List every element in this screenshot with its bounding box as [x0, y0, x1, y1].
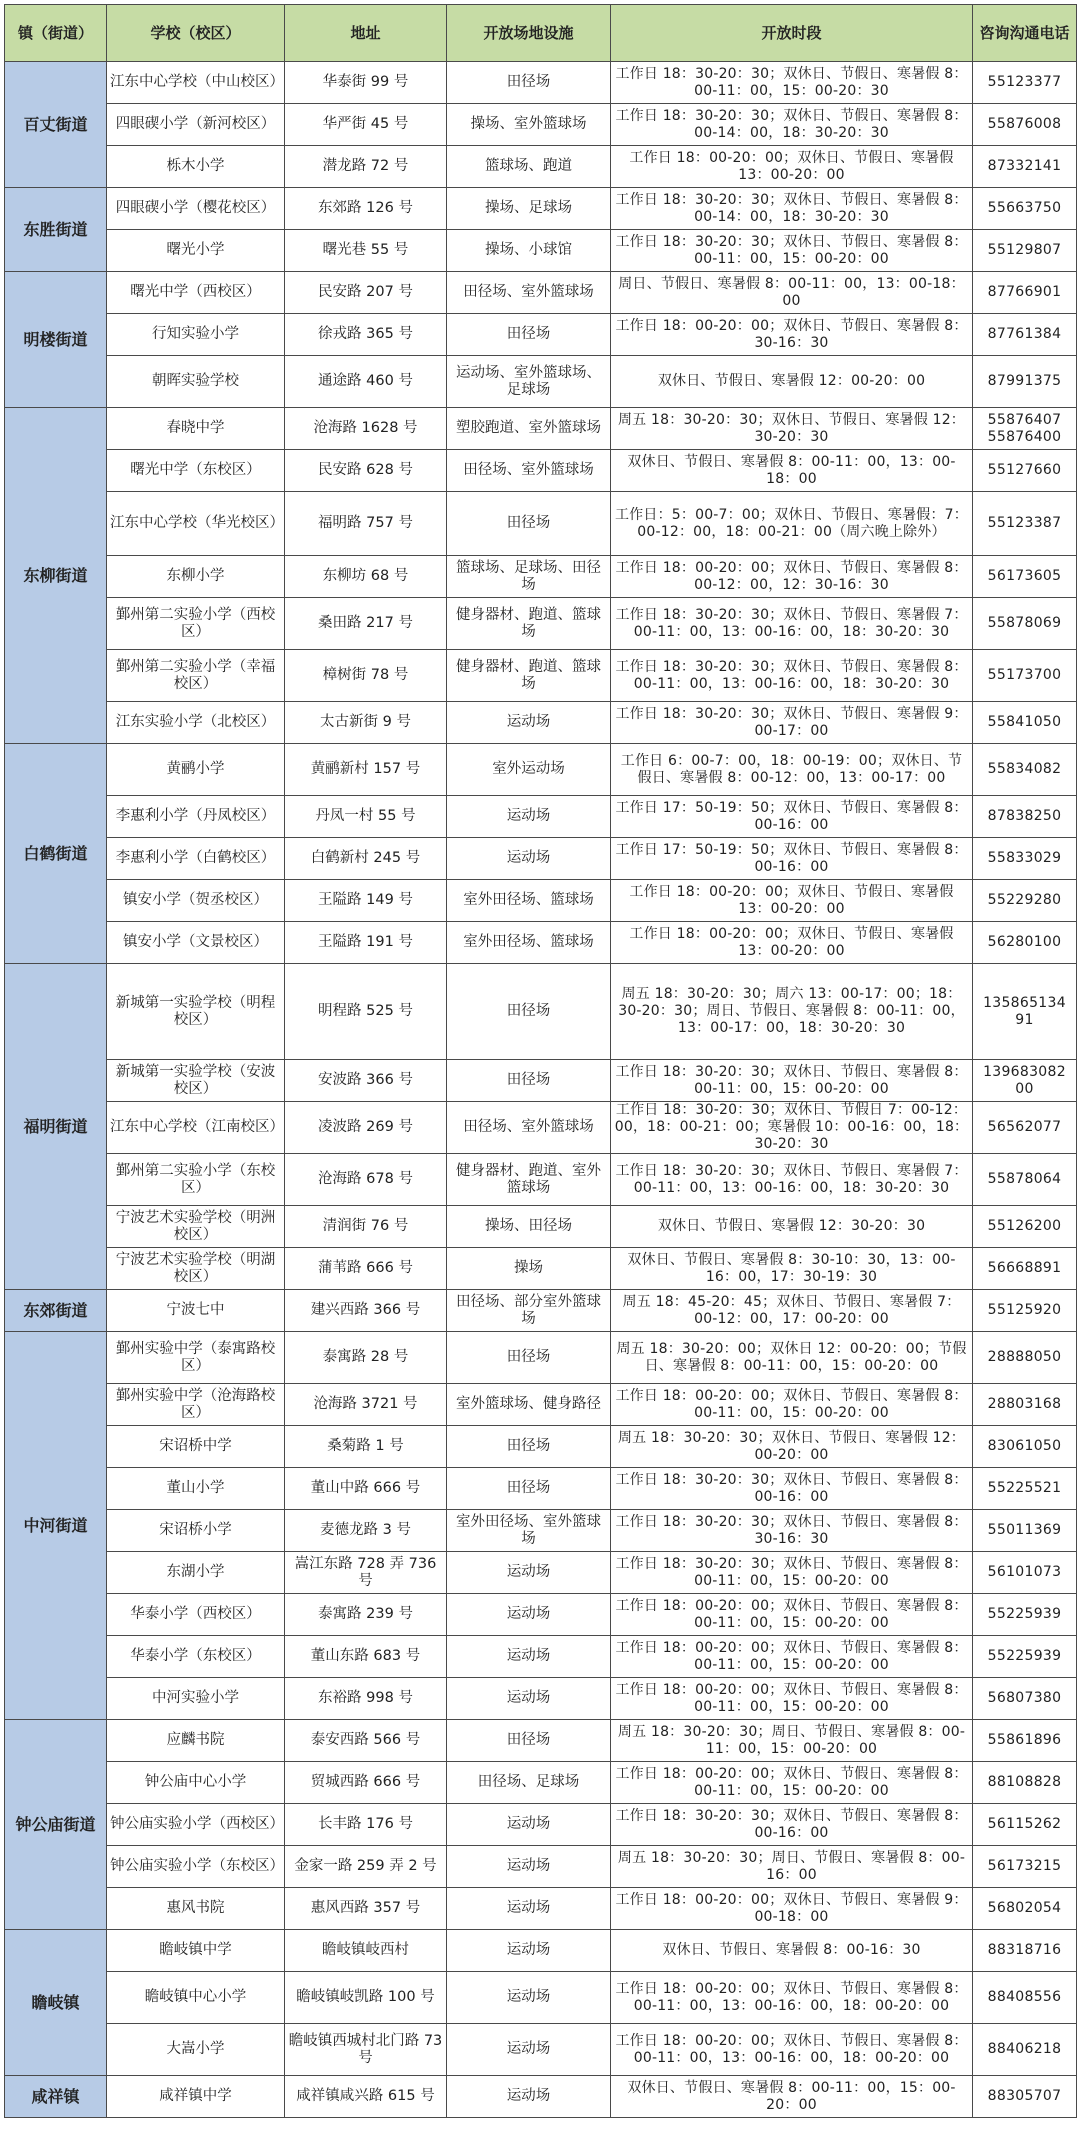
hours-cell: 工作日 18：00-20：00；双休日、节假日、寒暑假 8：00-11：00，13：00-16：00，18：00-20：00 — [611, 1972, 973, 2024]
phone-cell: 88318716 — [973, 1930, 1077, 1972]
school-cell: 宁波艺术实验学校（明湖校区） — [107, 1248, 285, 1290]
school-cell: 江东实验小学（北校区） — [107, 702, 285, 744]
facilities-cell: 运动场 — [447, 1972, 611, 2024]
school-cell: 董山小学 — [107, 1468, 285, 1510]
district-cell: 东郊街道 — [5, 1290, 107, 1332]
school-cell: 瞻岐镇中学 — [107, 1930, 285, 1972]
table-row — [5, 450, 1077, 492]
table-row — [5, 1102, 1077, 1154]
hours-cell: 双休日、节假日、寒暑假 8：30-10：30，13：00-16：00，17：30-19：30 — [611, 1248, 973, 1290]
hours-cell: 工作日 18：00-20：00；双休日、节假日、寒暑假 13：00-20：00 — [611, 880, 973, 922]
facilities-cell: 田径场、室外篮球场 — [447, 272, 611, 314]
header-school: 学校（校区） — [107, 5, 285, 62]
facilities-cell: 运动场 — [447, 838, 611, 880]
hours-cell: 工作日 18：00-20：00；双休日、节假日、寒暑假 8：00-11：00，15：00-20：00 — [611, 1384, 973, 1426]
school-cell: 惠风书院 — [107, 1888, 285, 1930]
facilities-cell: 运动场 — [447, 1678, 611, 1720]
facilities-cell: 田径场 — [447, 1468, 611, 1510]
district-cell: 中河街道 — [5, 1332, 107, 1720]
phone-cell: 56668891 — [973, 1248, 1077, 1290]
district-cell: 东柳街道 — [5, 408, 107, 744]
school-cell: 春晓中学 — [107, 408, 285, 450]
phone-cell: 83061050 — [973, 1426, 1077, 1468]
table-row — [5, 1804, 1077, 1846]
hours-cell: 工作日 18：00-20：00；双休日、节假日、寒暑假 8：00-11：00，15：00-20：00 — [611, 1594, 973, 1636]
address-cell: 瞻岐镇西城村北门路 73 号 — [285, 2024, 447, 2076]
table-row — [5, 922, 1077, 964]
phone-cell: 87838250 — [973, 796, 1077, 838]
schedule-sheet — [4, 4, 1076, 2118]
school-cell: 江东中心学校（中山校区） — [107, 62, 285, 104]
school-cell: 新城第一实验学校（明程校区） — [107, 964, 285, 1060]
school-cell: 新城第一实验学校（安波校区） — [107, 1060, 285, 1102]
hours-cell: 工作日 17：50-19：50；双休日、节假日、寒暑假 8：00-16：00 — [611, 796, 973, 838]
header-row — [5, 5, 1077, 62]
address-cell: 白鹤新村 245 号 — [285, 838, 447, 880]
header-hours: 开放时段 — [611, 5, 973, 62]
phone-cell: 88408556 — [973, 1972, 1077, 2024]
phone-cell: 55225939 — [973, 1594, 1077, 1636]
hours-cell: 工作日 18：00-20：00；双休日、节假日、寒暑假 8：00-11：00，15：00-20：00 — [611, 1762, 973, 1804]
school-cell: 宁波七中 — [107, 1290, 285, 1332]
phone-cell: 55229280 — [973, 880, 1077, 922]
phone-cell: 55833029 — [973, 838, 1077, 880]
phone-cell: 56173215 — [973, 1846, 1077, 1888]
address-cell: 金家一路 259 弄 2 号 — [285, 1846, 447, 1888]
table-row — [5, 1972, 1077, 2024]
table-row — [5, 1930, 1077, 1972]
district-cell: 百丈街道 — [5, 62, 107, 188]
address-cell: 黄鹂新村 157 号 — [285, 744, 447, 796]
table-row — [5, 104, 1077, 146]
table-row — [5, 314, 1077, 356]
facilities-cell: 室外篮球场、健身路径 — [447, 1384, 611, 1426]
table-row — [5, 2076, 1077, 2118]
facilities-cell: 室外田径场、篮球场 — [447, 880, 611, 922]
facilities-cell: 田径场 — [447, 492, 611, 556]
phone-cell: 56115262 — [973, 1804, 1077, 1846]
facilities-cell: 运动场 — [447, 1636, 611, 1678]
phone-cell: 55011369 — [973, 1510, 1077, 1552]
facilities-cell: 运动场 — [447, 1930, 611, 1972]
school-cell: 中河实验小学 — [107, 1678, 285, 1720]
hours-cell: 工作日 6：00-7：00，18：00-19：00；双休日、节假日、寒暑假 8：00-12：00，13：00-17：00 — [611, 744, 973, 796]
address-cell: 通途路 460 号 — [285, 356, 447, 408]
table-row — [5, 744, 1077, 796]
school-cell: 鄞州第二实验小学（东校区） — [107, 1154, 285, 1206]
table-row — [5, 1468, 1077, 1510]
hours-cell: 周五 18：30-20：30；双休日、节假日、寒暑假 12：30-20：30 — [611, 408, 973, 450]
table-row — [5, 1290, 1077, 1332]
address-cell: 沧海路 3721 号 — [285, 1384, 447, 1426]
phone-cell: 55834082 — [973, 744, 1077, 796]
address-cell: 蒲苇路 666 号 — [285, 1248, 447, 1290]
address-cell: 咸祥镇咸兴路 615 号 — [285, 2076, 447, 2118]
facilities-cell: 健身器材、跑道、篮球场 — [447, 650, 611, 702]
header-address: 地址 — [285, 5, 447, 62]
hours-cell: 工作日 18：30-20：30；双休日、节假日、寒暑假 7：00-11：00，13：00-16：00，18：30-20：30 — [611, 598, 973, 650]
school-cell: 大嵩小学 — [107, 2024, 285, 2076]
address-cell: 沧海路 678 号 — [285, 1154, 447, 1206]
hours-cell: 工作日 18：00-20：00；双休日、节假日、寒暑假 8：00-11：00，15：00-20：00 — [611, 1678, 973, 1720]
address-cell: 惠风西路 357 号 — [285, 1888, 447, 1930]
school-cell: 钟公庙实验小学（西校区） — [107, 1804, 285, 1846]
address-cell: 徐戎路 365 号 — [285, 314, 447, 356]
facilities-cell: 室外田径场、室外篮球场 — [447, 1510, 611, 1552]
address-cell: 樟树街 78 号 — [285, 650, 447, 702]
address-cell: 沧海路 1628 号 — [285, 408, 447, 450]
facilities-cell: 健身器材、跑道、室外篮球场 — [447, 1154, 611, 1206]
phone-cell: 55876008 — [973, 104, 1077, 146]
school-cell: 瞻岐镇中心小学 — [107, 1972, 285, 2024]
address-cell: 曙光巷 55 号 — [285, 230, 447, 272]
facilities-cell: 田径场、部分室外篮球场 — [447, 1290, 611, 1332]
facilities-cell: 操场、小球馆 — [447, 230, 611, 272]
school-cell: 东柳小学 — [107, 556, 285, 598]
hours-cell: 周五 18：30-20：30；周日、节假日、寒暑假 8：00-16：00 — [611, 1846, 973, 1888]
facilities-cell: 操场、足球场 — [447, 188, 611, 230]
phone-cell: 88305707 — [973, 2076, 1077, 2118]
district-cell: 白鹤街道 — [5, 744, 107, 964]
facilities-cell: 操场、室外篮球场 — [447, 104, 611, 146]
address-cell: 贸城西路 666 号 — [285, 1762, 447, 1804]
address-cell: 泰安西路 566 号 — [285, 1720, 447, 1762]
facilities-cell: 运动场 — [447, 1594, 611, 1636]
hours-cell: 工作日 18：00-20：00；双休日、节假日、寒暑假 8：00-11：00，13：00-16：00，18：00-20：00 — [611, 2024, 973, 2076]
table-row — [5, 1332, 1077, 1384]
address-cell: 瞻岐镇岐凯路 100 号 — [285, 1972, 447, 2024]
school-cell: 宁波艺术实验学校（明洲校区） — [107, 1206, 285, 1248]
phone-cell: 56101073 — [973, 1552, 1077, 1594]
facilities-cell: 田径场、足球场 — [447, 1762, 611, 1804]
school-cell: 鄞州实验中学（沧海路校区） — [107, 1384, 285, 1426]
facilities-cell: 操场 — [447, 1248, 611, 1290]
address-cell: 安波路 366 号 — [285, 1060, 447, 1102]
address-cell: 明程路 525 号 — [285, 964, 447, 1060]
phone-cell: 87332141 — [973, 146, 1077, 188]
address-cell: 麦德龙路 3 号 — [285, 1510, 447, 1552]
phone-cell: 55841050 — [973, 702, 1077, 744]
address-cell: 华泰街 99 号 — [285, 62, 447, 104]
phone-cell: 55123377 — [973, 62, 1077, 104]
phone-cell: 55127660 — [973, 450, 1077, 492]
facilities-cell: 操场、田径场 — [447, 1206, 611, 1248]
hours-cell: 双休日、节假日、寒暑假 8：00-16：30 — [611, 1930, 973, 1972]
address-cell: 建兴西路 366 号 — [285, 1290, 447, 1332]
school-cell: 四眼碶小学（新河校区） — [107, 104, 285, 146]
address-cell: 嵩江东路 728 弄 736 号 — [285, 1552, 447, 1594]
table-row — [5, 1384, 1077, 1426]
hours-cell: 周五 18：30-20：30；周日、节假日、寒暑假 8：00-11：00，15：00-20：00 — [611, 1720, 973, 1762]
table-row — [5, 2024, 1077, 2076]
hours-cell: 工作日 18：30-20：30；双休日、节假日、寒暑假 8：00-11：00，15：00-20：00 — [611, 230, 973, 272]
facilities-cell: 塑胶跑道、室外篮球场 — [447, 408, 611, 450]
phone-cell: 55225939 — [973, 1636, 1077, 1678]
school-cell: 江东中心学校（江南校区） — [107, 1102, 285, 1154]
school-cell: 李惠利小学（丹凤校区） — [107, 796, 285, 838]
table-row — [5, 356, 1077, 408]
hours-cell: 工作日 18：30-20：30；双休日、节假日、寒暑假 8：00-11：00，15：00-20：00 — [611, 1552, 973, 1594]
phone-cell: 56807380 — [973, 1678, 1077, 1720]
facilities-cell: 田径场 — [447, 1332, 611, 1384]
school-cell: 钟公庙实验小学（东校区） — [107, 1846, 285, 1888]
phone-cell: 55225521 — [973, 1468, 1077, 1510]
hours-cell: 工作日 18：00-20：00；双休日、节假日、寒暑假 13：00-20：00 — [611, 922, 973, 964]
address-cell: 长丰路 176 号 — [285, 1804, 447, 1846]
facilities-cell: 健身器材、跑道、篮球场 — [447, 598, 611, 650]
table-row — [5, 146, 1077, 188]
table-row — [5, 838, 1077, 880]
address-cell: 董山东路 683 号 — [285, 1636, 447, 1678]
table-row — [5, 598, 1077, 650]
school-cell: 四眼碶小学（樱花校区） — [107, 188, 285, 230]
hours-cell: 双休日、节假日、寒暑假 8：00-11：00，13：00-18：00 — [611, 450, 973, 492]
address-cell: 丹凤一村 55 号 — [285, 796, 447, 838]
address-cell: 东裕路 998 号 — [285, 1678, 447, 1720]
phone-cell: 55878064 — [973, 1154, 1077, 1206]
table-row — [5, 650, 1077, 702]
table-body — [5, 62, 1077, 2118]
hours-cell: 工作日 18：30-20：30；双休日、节假日、寒暑假 9：00-17：00 — [611, 702, 973, 744]
school-cell: 朝晖实验学校 — [107, 356, 285, 408]
facilities-cell: 田径场 — [447, 1426, 611, 1468]
table-row — [5, 1594, 1077, 1636]
table-row — [5, 1426, 1077, 1468]
school-cell: 鄞州第二实验小学（幸福校区） — [107, 650, 285, 702]
school-cell: 镇安小学（贺丞校区） — [107, 880, 285, 922]
facilities-cell: 运动场 — [447, 1846, 611, 1888]
address-cell: 王隘路 149 号 — [285, 880, 447, 922]
table-row — [5, 702, 1077, 744]
district-cell: 福明街道 — [5, 964, 107, 1290]
address-cell: 泰寓路 239 号 — [285, 1594, 447, 1636]
school-cell: 钟公庙中心小学 — [107, 1762, 285, 1804]
facilities-cell: 运动场 — [447, 2024, 611, 2076]
table-row — [5, 62, 1077, 104]
school-cell: 华泰小学（西校区） — [107, 1594, 285, 1636]
hours-cell: 双休日、节假日、寒暑假 8：00-11：00，15：00-20：00 — [611, 2076, 973, 2118]
table-row — [5, 230, 1077, 272]
phone-cell: 55878069 — [973, 598, 1077, 650]
hours-cell: 工作日 18：00-20：00；双休日、节假日、寒暑假 9：00-18：00 — [611, 1888, 973, 1930]
table-row — [5, 1248, 1077, 1290]
hours-cell: 工作日：5：00-7：00；双休日、节假日、寒暑假：7：00-12：00，18：00-21：00（周六晚上除外） — [611, 492, 973, 556]
table-row — [5, 964, 1077, 1060]
hours-cell: 周五 18：30-20：30；双休日、节假日、寒暑假 12：00-20：00 — [611, 1426, 973, 1468]
table-row — [5, 1636, 1077, 1678]
table-row — [5, 272, 1077, 314]
phone-cell: 88406218 — [973, 2024, 1077, 2076]
address-cell: 清润街 76 号 — [285, 1206, 447, 1248]
school-cell: 曙光小学 — [107, 230, 285, 272]
phone-cell: 55663750 — [973, 188, 1077, 230]
school-cell: 李惠利小学（白鹤校区） — [107, 838, 285, 880]
table-row — [5, 1762, 1077, 1804]
facilities-cell: 田径场 — [447, 1720, 611, 1762]
school-cell: 咸祥镇中学 — [107, 2076, 285, 2118]
hours-cell: 周五 18：30-20：30；周六 13：00-17：00；18：30-20：30；周日、节假日、寒暑假 8：00-11：00，13：00-17：00，18：30-20：30 — [611, 964, 973, 1060]
address-cell: 泰寓路 28 号 — [285, 1332, 447, 1384]
hours-cell: 工作日 18：00-20：00；双休日、节假日、寒暑假 13：00-20：00 — [611, 146, 973, 188]
table-row — [5, 796, 1077, 838]
phone-cell: 56562077 — [973, 1102, 1077, 1154]
facilities-cell: 运动场 — [447, 702, 611, 744]
phone-cell: 55126200 — [973, 1206, 1077, 1248]
phone-cell: 55173700 — [973, 650, 1077, 702]
table-row — [5, 408, 1077, 450]
hours-cell: 双休日、节假日、寒暑假 12：00-20：00 — [611, 356, 973, 408]
phone-cell: 28803168 — [973, 1384, 1077, 1426]
district-cell: 东胜街道 — [5, 188, 107, 272]
hours-cell: 工作日 18：30-20：30；双休日、节假日 7：00-12：00，18：00-21：00；寒暑假 10：00-16：00，18：30-20：30 — [611, 1102, 973, 1154]
school-cell: 行知实验小学 — [107, 314, 285, 356]
facilities-cell: 运动场 — [447, 796, 611, 838]
hours-cell: 工作日 18：00-20：00；双休日、节假日、寒暑假 8：00-11：00，15：00-20：00 — [611, 1636, 973, 1678]
phone-cell: 88108828 — [973, 1762, 1077, 1804]
address-cell: 民安路 207 号 — [285, 272, 447, 314]
phone-cell: 56173605 — [973, 556, 1077, 598]
school-cell: 宋诏桥中学 — [107, 1426, 285, 1468]
facilities-cell: 田径场 — [447, 964, 611, 1060]
school-cell: 镇安小学（文景校区） — [107, 922, 285, 964]
hours-cell: 工作日 18：30-20：30；双休日、节假日、寒暑假 7：00-11：00，13：00-16：00，18：30-20：30 — [611, 1154, 973, 1206]
address-cell: 华严街 45 号 — [285, 104, 447, 146]
hours-cell: 工作日 18：30-20：30；双休日、节假日、寒暑假 8：00-14：00，18：30-20：30 — [611, 188, 973, 230]
address-cell: 凌波路 269 号 — [285, 1102, 447, 1154]
header-district: 镇（街道） — [5, 5, 107, 62]
hours-cell: 工作日 18：30-20：30；双休日、节假日、寒暑假 8：30-16：30 — [611, 1510, 973, 1552]
school-cell: 黄鹂小学 — [107, 744, 285, 796]
facilities-cell: 田径场、室外篮球场 — [447, 1102, 611, 1154]
table-row — [5, 1206, 1077, 1248]
facilities-cell: 田径场、室外篮球场 — [447, 450, 611, 492]
open-venues-table — [4, 4, 1077, 2118]
table-row — [5, 1888, 1077, 1930]
hours-cell: 工作日 17：50-19：50；双休日、节假日、寒暑假 8：00-16：00 — [611, 838, 973, 880]
address-cell: 王隘路 191 号 — [285, 922, 447, 964]
phone-cell: 139683082 00 — [973, 1060, 1077, 1102]
hours-cell: 双休日、节假日、寒暑假 12：30-20：30 — [611, 1206, 973, 1248]
address-cell: 桑菊路 1 号 — [285, 1426, 447, 1468]
facilities-cell: 运动场 — [447, 2076, 611, 2118]
address-cell: 福明路 757 号 — [285, 492, 447, 556]
phone-cell: 55125920 — [973, 1290, 1077, 1332]
hours-cell: 工作日 18：30-20：30；双休日、节假日、寒暑假 8：00-11：00，13：00-16：00，18：30-20：30 — [611, 650, 973, 702]
school-cell: 应麟书院 — [107, 1720, 285, 1762]
table-row — [5, 1720, 1077, 1762]
school-cell: 鄞州第二实验小学（西校区） — [107, 598, 285, 650]
facilities-cell: 田径场 — [447, 314, 611, 356]
school-cell: 宋诏桥小学 — [107, 1510, 285, 1552]
school-cell: 江东中心学校（华光校区） — [107, 492, 285, 556]
table-row — [5, 1154, 1077, 1206]
table-row — [5, 556, 1077, 598]
district-cell: 钟公庙街道 — [5, 1720, 107, 1930]
facilities-cell: 田径场 — [447, 62, 611, 104]
school-cell: 曙光中学（西校区） — [107, 272, 285, 314]
district-cell: 明楼街道 — [5, 272, 107, 408]
hours-cell: 工作日 18：30-20：30；双休日、节假日、寒暑假 8：00-11：00，15：00-20：00 — [611, 1060, 973, 1102]
address-cell: 民安路 628 号 — [285, 450, 447, 492]
phone-cell: 87761384 — [973, 314, 1077, 356]
school-cell: 东湖小学 — [107, 1552, 285, 1594]
facilities-cell: 室外田径场、篮球场 — [447, 922, 611, 964]
table-row — [5, 1060, 1077, 1102]
school-cell: 栎木小学 — [107, 146, 285, 188]
address-cell: 东郊路 126 号 — [285, 188, 447, 230]
address-cell: 董山中路 666 号 — [285, 1468, 447, 1510]
hours-cell: 周日、节假日、寒暑假 8：00-11：00，13：00-18：00 — [611, 272, 973, 314]
phone-cell: 55876407 55876400 — [973, 408, 1077, 450]
address-cell: 瞻岐镇岐西村 — [285, 1930, 447, 1972]
hours-cell: 工作日 18：30-20：30；双休日、节假日、寒暑假 8：00-14：00，18：30-20：30 — [611, 104, 973, 146]
table-row — [5, 1510, 1077, 1552]
phone-cell: 56280100 — [973, 922, 1077, 964]
school-cell: 曙光中学（东校区） — [107, 450, 285, 492]
facilities-cell: 田径场 — [447, 1060, 611, 1102]
header-phone: 咨询沟通电话 — [973, 5, 1077, 62]
table-row — [5, 1552, 1077, 1594]
facilities-cell: 运动场、室外篮球场、足球场 — [447, 356, 611, 408]
hours-cell: 周五 18：30-20：00；双休日 12：00-20：00；节假日、寒暑假 8：00-11：00，15：00-20：00 — [611, 1332, 973, 1384]
district-cell: 咸祥镇 — [5, 2076, 107, 2118]
facilities-cell: 篮球场、足球场、田径场 — [447, 556, 611, 598]
table-row — [5, 1846, 1077, 1888]
hours-cell: 工作日 18：00-20：00；双休日、节假日、寒暑假 8：30-16：30 — [611, 314, 973, 356]
hours-cell: 周五 18：45-20：45；双休日、节假日、寒暑假 7：00-12：00，17：00-20：00 — [611, 1290, 973, 1332]
hours-cell: 工作日 18：30-20：30；双休日、节假日、寒暑假 8：00-16：00 — [611, 1804, 973, 1846]
school-cell: 华泰小学（东校区） — [107, 1636, 285, 1678]
district-cell: 瞻岐镇 — [5, 1930, 107, 2076]
phone-cell: 28888050 — [973, 1332, 1077, 1384]
facilities-cell: 运动场 — [447, 1552, 611, 1594]
phone-cell: 56802054 — [973, 1888, 1077, 1930]
phone-cell: 135865134 91 — [973, 964, 1077, 1060]
school-cell: 鄞州实验中学（泰寓路校区） — [107, 1332, 285, 1384]
facilities-cell: 室外运动场 — [447, 744, 611, 796]
phone-cell: 55123387 — [973, 492, 1077, 556]
header-facilities: 开放场地设施 — [447, 5, 611, 62]
table-row — [5, 880, 1077, 922]
table-row — [5, 188, 1077, 230]
phone-cell: 55129807 — [973, 230, 1077, 272]
facilities-cell: 运动场 — [447, 1804, 611, 1846]
address-cell: 太古新街 9 号 — [285, 702, 447, 744]
phone-cell: 87766901 — [973, 272, 1077, 314]
hours-cell: 工作日 18：30-20：30；双休日、节假日、寒暑假 8：00-16：00 — [611, 1468, 973, 1510]
hours-cell: 工作日 18：00-20：00；双休日、节假日、寒暑假 8：00-12：00，12：30-16：30 — [611, 556, 973, 598]
facilities-cell: 篮球场、跑道 — [447, 146, 611, 188]
hours-cell: 工作日 18：30-20：30；双休日、节假日、寒暑假 8：00-11：00，15：00-20：30 — [611, 62, 973, 104]
facilities-cell: 运动场 — [447, 1888, 611, 1930]
phone-cell: 87991375 — [973, 356, 1077, 408]
phone-cell: 55861896 — [973, 1720, 1077, 1762]
address-cell: 潜龙路 72 号 — [285, 146, 447, 188]
address-cell: 东柳坊 68 号 — [285, 556, 447, 598]
table-row — [5, 492, 1077, 556]
address-cell: 桑田路 217 号 — [285, 598, 447, 650]
table-row — [5, 1678, 1077, 1720]
